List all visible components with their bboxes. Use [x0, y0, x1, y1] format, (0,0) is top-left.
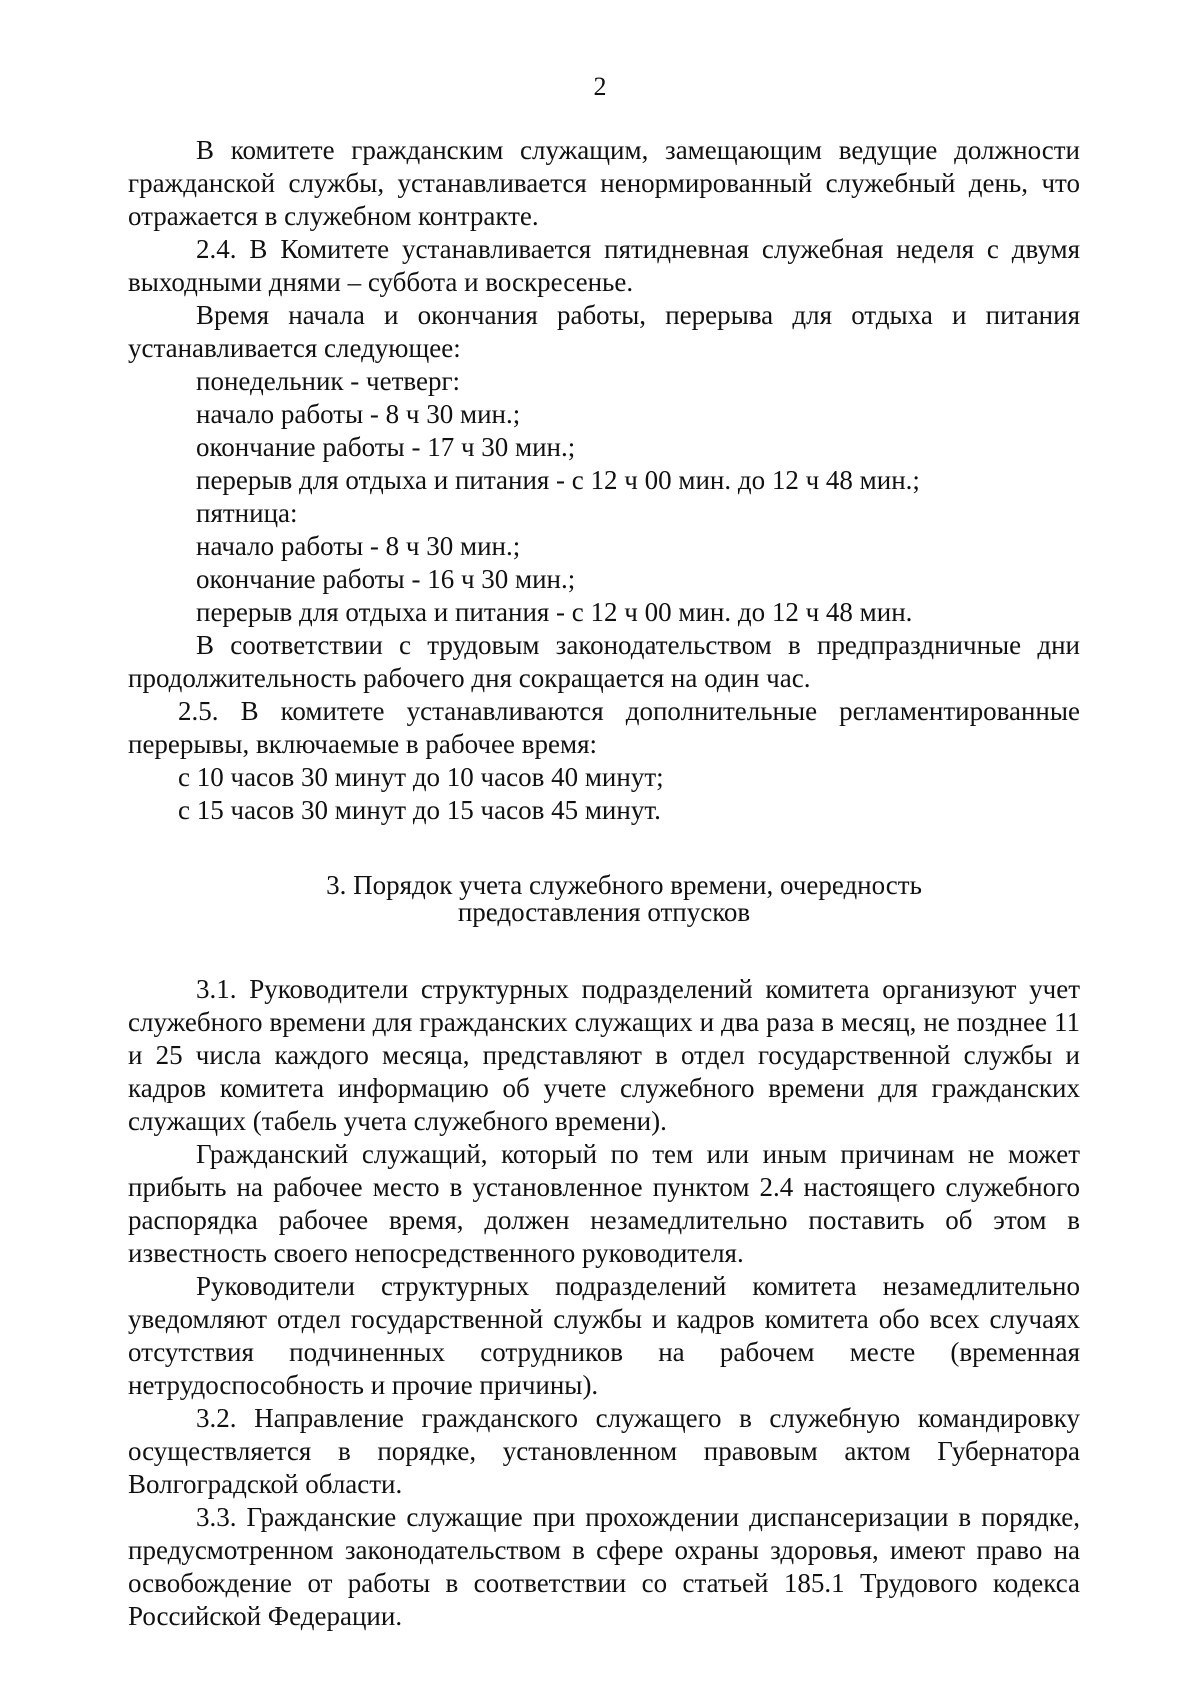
paragraph-absence: Гражданский служащий, который по тем или иным причинам не может прибыть на рабочее место в установленное пунктом 2.4 настоящего служебного распорядка рабочее время, должен незамедлительно поставить об этом в известность своего непосредственного руководителя. — [128, 1139, 1080, 1268]
paragraph-2-4: 2.4. В Комитете устанавливается пятидневная служебная неделя с двумя выходными днями – суббота и воскресенье. — [128, 234, 1080, 297]
breaks-list — [128, 761, 1080, 827]
section-heading — [128, 872, 1080, 926]
schedule-item: окончание работы - 17 ч 30 мин.; — [196, 432, 576, 462]
paragraph-working-day: В комитете гражданским служащим, замещающим ведущие должности гражданской службы, устанавливается ненормированный служебный день, что отражается в служебном контракте. — [128, 135, 1080, 231]
schedule-item: начало работы - 8 ч 30 мин.; — [196, 531, 521, 561]
paragraph-2-5: 2.5. В комитете устанавливаются дополнительные регламентированные перерывы, включаемые в рабочее время: — [128, 696, 1080, 759]
paragraph-3-3: 3.3. Гражданские служащие при прохождении диспансеризации в порядке, предусмотренном законодательством в сфере охраны здоровья, имеют право на освобождение от работы в соответствии со статьей 185.1 Трудового кодекса Российской Федерации. — [128, 1502, 1080, 1631]
schedule-item: начало работы - 8 ч 30 мин.; — [196, 399, 521, 429]
schedule-item: перерыв для отдыха и питания - с 12 ч 00 мин. до 12 ч 48 мин. — [196, 597, 913, 627]
paragraph-3-1: 3.1. Руководители структурных подразделений комитета организуют учет служебного времени для гражданских служащих и два раза в месяц, не позднее 11 и 25 числа каждого месяца, представляют в отдел государственной службы и кадров комитета информацию об учете служебного времени для гражданских служащих (табель учета служебного времени). — [128, 974, 1080, 1136]
paragraph-managers-notify: Руководители структурных подразделений комитета незамедлительно уведомляют отдел государственной службы и кадров комитета обо всех случаях отсутствия подчиненных сотрудников на рабочем месте (временная нетрудоспособность и прочие причины). — [128, 1271, 1080, 1400]
paragraph-pre-holiday: В соответствии с трудовым законодательством в предпраздничные дни продолжительность рабочего дня сокращается на один час. — [128, 630, 1080, 693]
schedule-item: понедельник - четверг: — [196, 366, 461, 396]
break-item: с 15 часов 30 минут до 15 часов 45 минут. — [178, 795, 661, 825]
section-heading-line: 3. Порядок учета служебного времени, очередность — [326, 870, 922, 900]
paragraph-3-2: 3.2. Направление гражданского служащего в служебную командировку осуществляется в порядке, установленном правовым актом Губернатора Волгоградской области. — [128, 1403, 1080, 1499]
schedule-item: перерыв для отдыха и питания - с 12 ч 00 мин. до 12 ч 48 мин.; — [196, 465, 920, 495]
paragraph-working-time: Время начала и окончания работы, перерыва для отдыха и питания устанавливается следующее: — [128, 300, 1080, 363]
document-body — [128, 134, 1080, 1633]
schedule-item: окончание работы - 16 ч 30 мин.; — [196, 564, 576, 594]
schedule-list — [128, 365, 1080, 629]
break-item: с 10 часов 30 минут до 10 часов 40 минут; — [178, 762, 664, 792]
section-heading-line: предоставления отпусков — [457, 897, 751, 927]
page-number: 2 — [593, 72, 607, 101]
schedule-item: пятница: — [196, 498, 298, 528]
